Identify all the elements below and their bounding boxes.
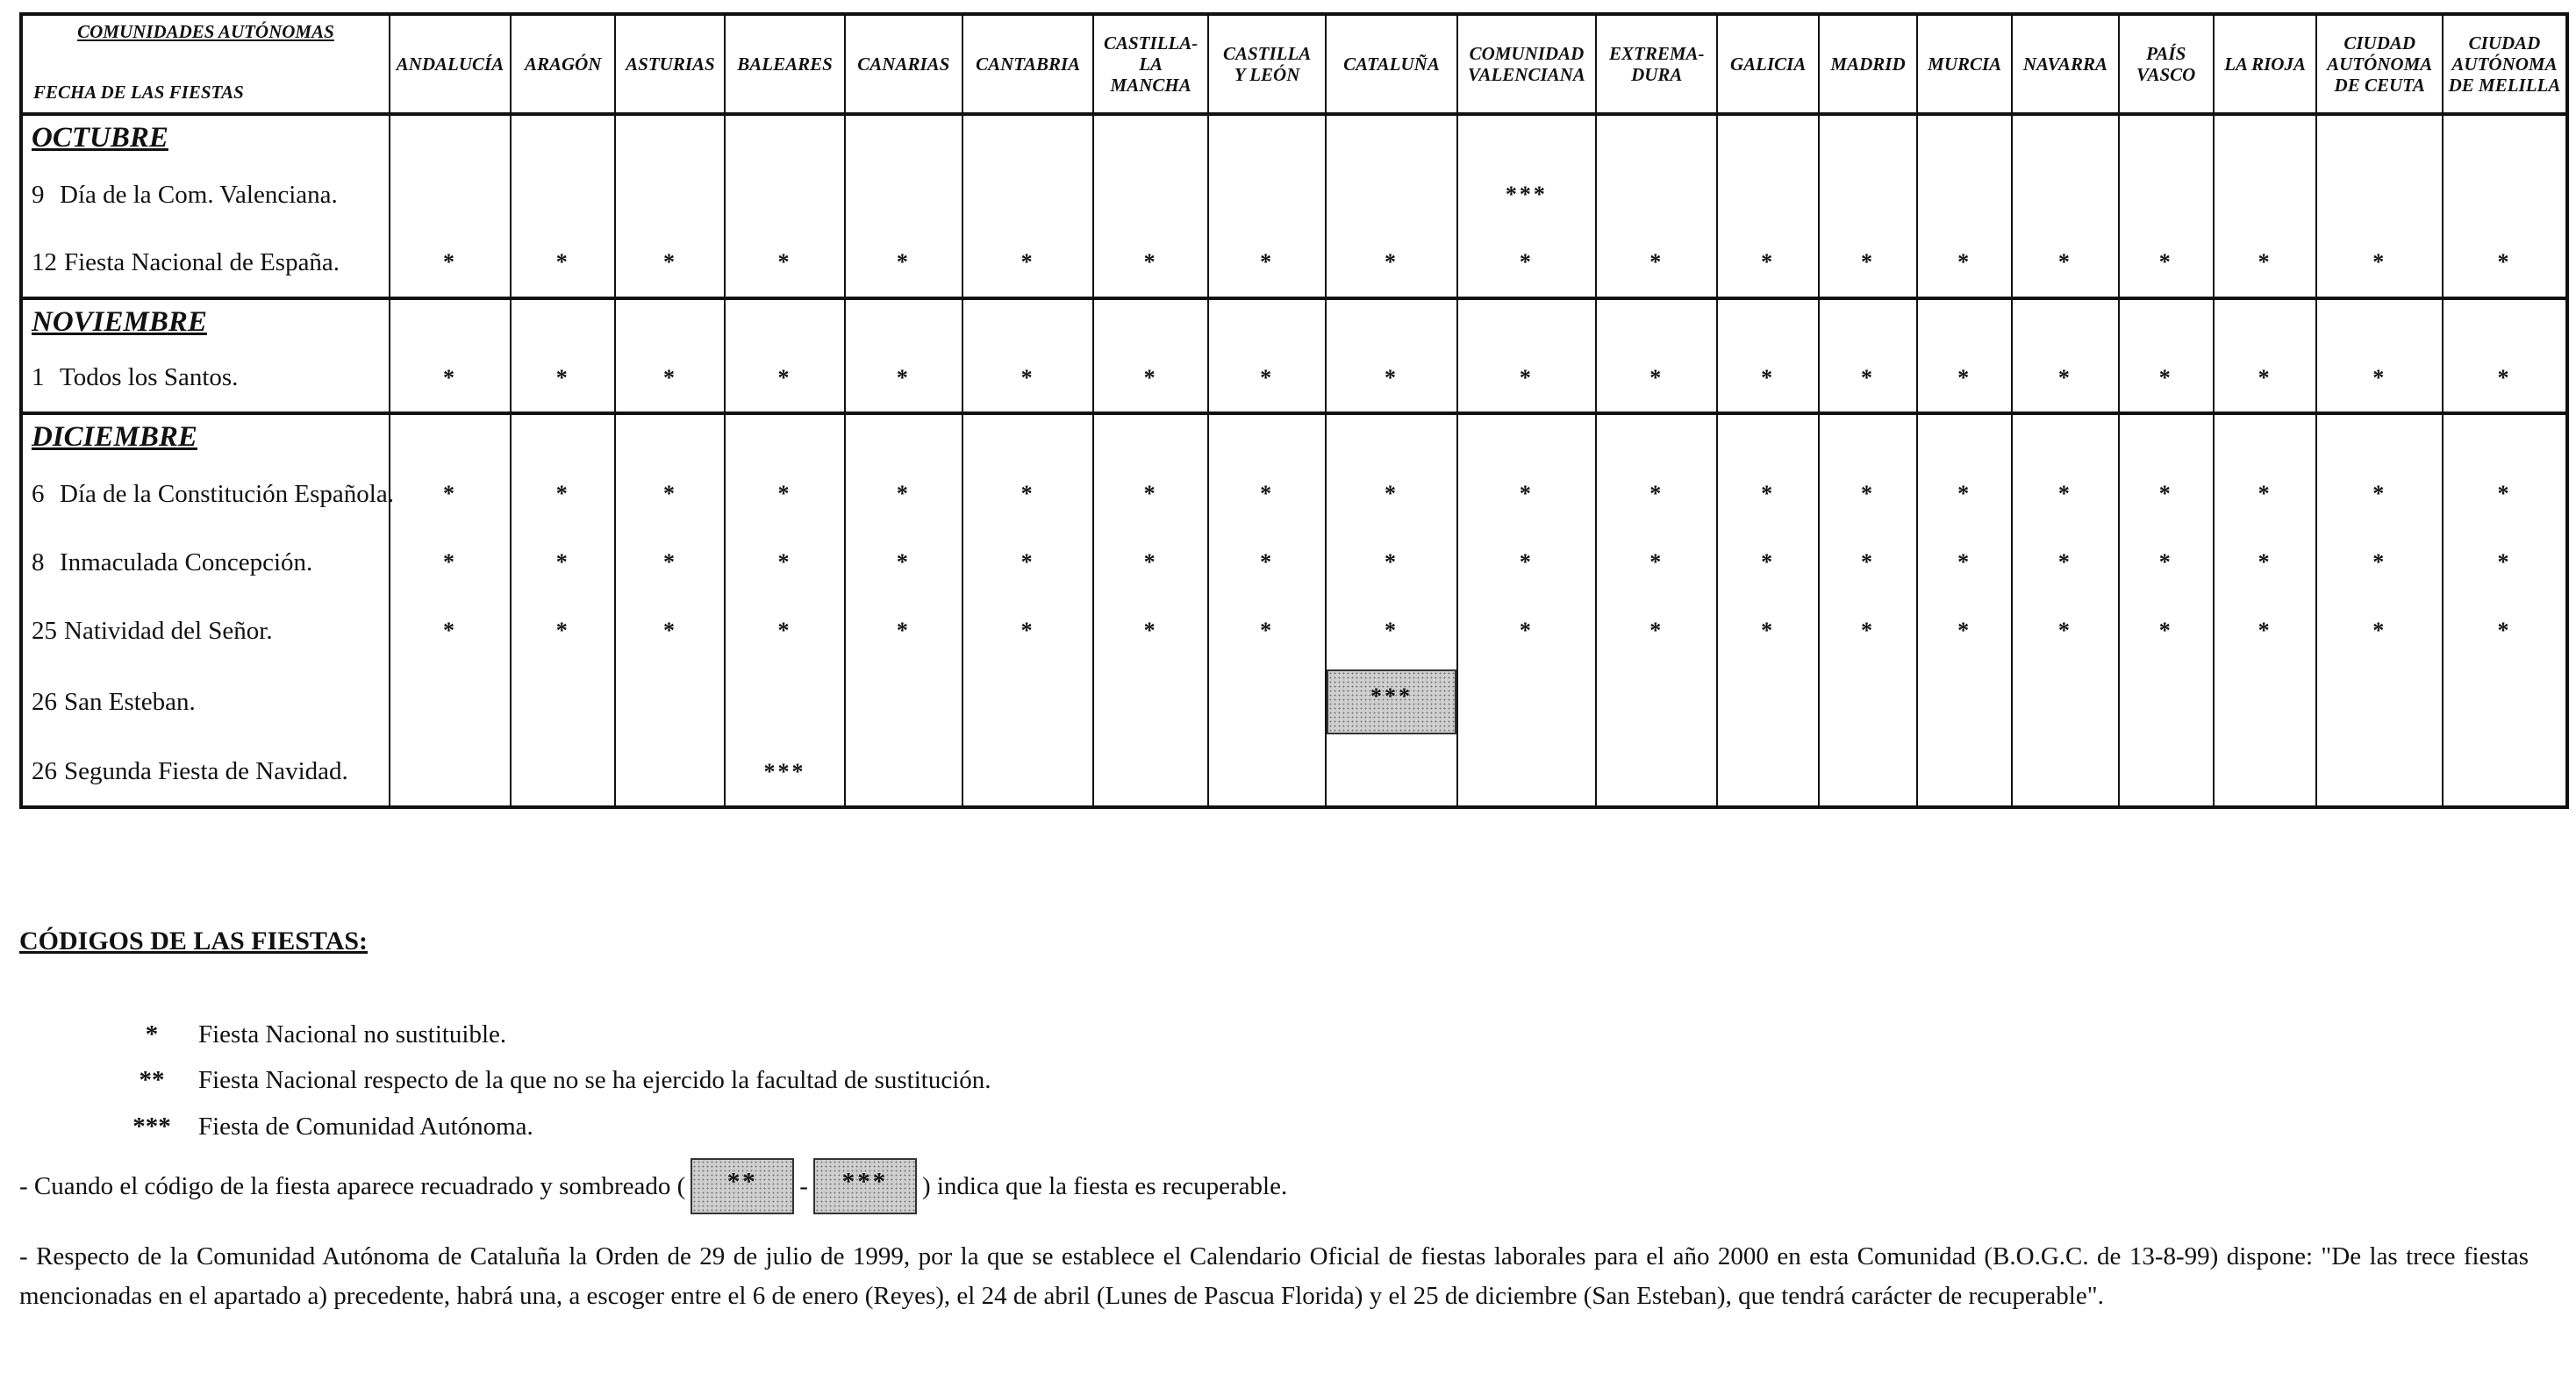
mark-cell: * xyxy=(2119,229,2214,297)
empty-cell xyxy=(1596,114,1717,161)
code-description: Fiesta Nacional no sustituible. xyxy=(198,1020,507,1048)
mark-cell: * xyxy=(845,528,962,597)
empty-cell xyxy=(390,298,511,345)
mark-cell: * xyxy=(1917,460,2012,528)
mark-cell xyxy=(845,161,962,229)
empty-cell xyxy=(615,413,725,460)
mark-cell: * xyxy=(1326,460,1456,528)
mark-cell: * xyxy=(1326,345,1456,413)
mark-cell: * xyxy=(1917,528,2012,597)
empty-cell xyxy=(2214,298,2317,345)
mark-cell: * xyxy=(2214,597,2317,665)
mark-cell xyxy=(1093,739,1208,807)
empty-cell xyxy=(615,114,725,161)
code-description: Fiesta Nacional respecto de la que no se ha ejercido la facultad de sustitución. xyxy=(198,1066,991,1094)
mark-cell xyxy=(615,739,725,807)
mark-cell: * xyxy=(2012,597,2118,665)
mark-cell xyxy=(1326,161,1456,229)
mark-cell xyxy=(2214,161,2317,229)
mark-cell: * xyxy=(1596,229,1717,297)
mark-cell: * xyxy=(845,229,962,297)
mark-cell: * xyxy=(1819,460,1917,528)
empty-cell xyxy=(2012,298,2118,345)
mark-cell xyxy=(1717,739,1819,807)
mark-cell xyxy=(615,666,725,739)
empty-cell xyxy=(2119,298,2214,345)
code-symbol: * xyxy=(145,1020,159,1048)
empty-cell xyxy=(2316,413,2443,460)
region-header: ARAGÓN xyxy=(511,14,615,114)
mark-cell xyxy=(1917,666,2012,739)
fiesta-name: Natividad del Señor. xyxy=(64,616,273,645)
mark-cell: * xyxy=(962,528,1093,597)
codes-title: CÓDIGOS DE LAS FIESTAS: xyxy=(19,927,369,955)
fiesta-day: 25 xyxy=(32,616,57,645)
mark-cell xyxy=(1917,161,2012,229)
empty-cell xyxy=(1093,298,1208,345)
mark-cell xyxy=(511,161,615,229)
mark-cell: * xyxy=(2012,345,2118,413)
fiesta-name: Inmaculada Concepción. xyxy=(60,547,313,576)
fiesta-row xyxy=(21,460,2567,528)
mark-cell: *** xyxy=(725,739,844,807)
mark-cell xyxy=(390,666,511,739)
mark-cell xyxy=(2012,666,2118,739)
mark-cell: * xyxy=(2316,460,2443,528)
region-header: EXTREMA- DURA xyxy=(1596,14,1717,114)
mark-cell: * xyxy=(615,528,725,597)
region-header: CASTILLA Y LEÓN xyxy=(1208,14,1326,114)
empty-cell xyxy=(1717,114,1819,161)
mark-cell: * xyxy=(2316,345,2443,413)
region-header: GALICIA xyxy=(1717,14,1819,114)
mark-cell: * xyxy=(1717,460,1819,528)
mark-cell: * xyxy=(2119,345,2214,413)
corner-top-label: COMUNIDADES AUTÓNOMAS xyxy=(77,21,334,42)
month-row xyxy=(21,298,2567,345)
mark-cell: * xyxy=(1326,597,1456,665)
mark-cell xyxy=(2443,739,2567,807)
month-label: DICIEMBRE xyxy=(21,413,390,460)
mark-cell: * xyxy=(1717,528,1819,597)
empty-cell xyxy=(2316,114,2443,161)
region-header: ASTURIAS xyxy=(615,14,725,114)
code-item-double xyxy=(112,1066,991,1095)
empty-cell xyxy=(845,413,962,460)
empty-cell xyxy=(1457,413,1597,460)
mark-cell: * xyxy=(390,229,511,297)
mark-cell xyxy=(2214,739,2317,807)
mark-cell: * xyxy=(2119,597,2214,665)
mark-cell: * xyxy=(725,229,844,297)
empty-cell xyxy=(1208,413,1326,460)
empty-cell xyxy=(1457,114,1597,161)
empty-cell xyxy=(1717,413,1819,460)
fiesta-row xyxy=(21,161,2567,229)
empty-cell xyxy=(845,114,962,161)
recuperable-note-after: ) indica que la fiesta es recuperable. xyxy=(921,1171,1288,1200)
month-row xyxy=(21,413,2567,460)
fiesta-name-cell xyxy=(21,528,390,597)
mark-cell: * xyxy=(511,229,615,297)
mark-cell: * xyxy=(1819,597,1917,665)
empty-cell xyxy=(390,114,511,161)
mark-cell: * xyxy=(390,597,511,665)
fiesta-name-cell xyxy=(21,345,390,413)
fiesta-day: 12 xyxy=(32,247,57,276)
mark-cell: * xyxy=(1093,345,1208,413)
recuperable-mark: *** xyxy=(1327,669,1456,734)
mark-cell xyxy=(390,739,511,807)
mark-cell: * xyxy=(1819,528,1917,597)
mark-cell: * xyxy=(1093,460,1208,528)
mark-cell xyxy=(1326,666,1456,739)
month-row xyxy=(21,114,2567,161)
empty-cell xyxy=(1819,298,1917,345)
corner-bottom-label: FECHA DE LAS FIESTAS xyxy=(33,82,244,103)
mark-cell xyxy=(725,161,844,229)
fiesta-name: Día de la Com. Valenciana. xyxy=(60,180,338,209)
region-header: CIUDAD AUTÓNOMA DE CEUTA xyxy=(2316,14,2443,114)
mark-cell xyxy=(1819,161,1917,229)
mark-cell: * xyxy=(1208,345,1326,413)
mark-cell xyxy=(1596,739,1717,807)
mark-cell: * xyxy=(615,460,725,528)
mark-cell xyxy=(1208,161,1326,229)
region-header: MADRID xyxy=(1819,14,1917,114)
mark-cell xyxy=(1208,739,1326,807)
empty-cell xyxy=(962,413,1093,460)
mark-cell: * xyxy=(1457,460,1597,528)
mark-cell xyxy=(2119,666,2214,739)
empty-cell xyxy=(1208,298,1326,345)
mark-cell xyxy=(1717,666,1819,739)
fiesta-name-cell xyxy=(21,229,390,297)
code-description: Fiesta de Comunidad Autónoma. xyxy=(198,1113,533,1141)
mark-cell: * xyxy=(1457,528,1597,597)
empty-cell xyxy=(725,413,844,460)
empty-cell xyxy=(725,298,844,345)
mark-cell xyxy=(845,739,962,807)
legend-dash: - xyxy=(799,1171,808,1200)
mark-cell: * xyxy=(2214,345,2317,413)
mark-cell xyxy=(2012,739,2118,807)
mark-cell: * xyxy=(1596,597,1717,665)
mark-cell xyxy=(2119,739,2214,807)
mark-cell: * xyxy=(725,460,844,528)
empty-cell xyxy=(511,114,615,161)
fiesta-name-cell xyxy=(21,666,390,739)
recuperable-note xyxy=(19,1158,1287,1214)
mark-cell: * xyxy=(725,528,844,597)
mark-cell xyxy=(2443,161,2567,229)
empty-cell xyxy=(2119,114,2214,161)
mark-cell: * xyxy=(725,345,844,413)
mark-cell: * xyxy=(2012,528,2118,597)
mark-cell xyxy=(962,666,1093,739)
mark-cell xyxy=(1457,666,1597,739)
mark-cell xyxy=(390,161,511,229)
region-header: ANDALUCÍA xyxy=(390,14,511,114)
mark-cell: * xyxy=(2214,229,2317,297)
empty-cell xyxy=(1326,114,1456,161)
mark-cell: * xyxy=(1093,597,1208,665)
fiesta-name-cell xyxy=(21,597,390,665)
mark-cell: * xyxy=(615,597,725,665)
mark-cell xyxy=(1596,666,1717,739)
mark-cell: * xyxy=(1326,528,1456,597)
fiesta-name-cell xyxy=(21,460,394,528)
empty-cell xyxy=(2443,413,2567,460)
mark-cell: * xyxy=(1596,345,1717,413)
empty-cell xyxy=(725,114,844,161)
fiesta-day: 8 xyxy=(32,547,45,576)
holidays-table xyxy=(19,12,2569,809)
mark-cell: * xyxy=(1208,528,1326,597)
mark-cell: * xyxy=(2316,597,2443,665)
mark-cell: * xyxy=(1717,597,1819,665)
mark-cell xyxy=(2316,666,2443,739)
mark-cell: * xyxy=(725,597,844,665)
region-header: COMUNIDAD VALENCIANA xyxy=(1457,14,1597,114)
mark-cell: * xyxy=(1917,597,2012,665)
legend-shaded-box-double: ** xyxy=(691,1158,794,1214)
mark-cell xyxy=(2316,739,2443,807)
fiesta-row xyxy=(21,528,2567,597)
code-item-triple xyxy=(112,1113,533,1141)
mark-cell: * xyxy=(511,597,615,665)
mark-cell: * xyxy=(1208,597,1326,665)
empty-cell xyxy=(1819,114,1917,161)
mark-cell: * xyxy=(2316,229,2443,297)
mark-cell: * xyxy=(1457,345,1597,413)
region-header: CANARIAS xyxy=(845,14,962,114)
fiesta-row xyxy=(21,345,2567,413)
corner-header xyxy=(21,14,390,114)
mark-cell xyxy=(1717,161,1819,229)
mark-cell xyxy=(1917,739,2012,807)
mark-cell: * xyxy=(2443,345,2567,413)
mark-cell: * xyxy=(2012,229,2118,297)
mark-cell: * xyxy=(1093,528,1208,597)
region-header: MURCIA xyxy=(1917,14,2012,114)
mark-cell: * xyxy=(845,597,962,665)
mark-cell: * xyxy=(2214,528,2317,597)
mark-cell xyxy=(511,666,615,739)
mark-cell xyxy=(1093,161,1208,229)
empty-cell xyxy=(2443,114,2567,161)
fiesta-name-cell xyxy=(21,161,390,229)
mark-cell: * xyxy=(1457,597,1597,665)
mark-cell: * xyxy=(2443,229,2567,297)
mark-cell: * xyxy=(1819,345,1917,413)
mark-cell: * xyxy=(962,597,1093,665)
mark-cell: * xyxy=(390,460,511,528)
mark-cell xyxy=(845,666,962,739)
mark-cell: * xyxy=(615,345,725,413)
empty-cell xyxy=(2443,298,2567,345)
fiesta-day: 1 xyxy=(32,363,45,392)
mark-cell xyxy=(1819,739,1917,807)
mark-cell: * xyxy=(1457,229,1597,297)
fiesta-day: 26 xyxy=(32,687,57,716)
fiesta-day: 6 xyxy=(32,479,45,508)
header-row xyxy=(21,14,2567,114)
legend-shaded-box-triple: *** xyxy=(813,1158,917,1214)
empty-cell xyxy=(1208,114,1326,161)
mark-cell xyxy=(2316,161,2443,229)
fiesta-row xyxy=(21,666,2567,739)
fiesta-name: Día de la Constitución Española. xyxy=(60,479,394,508)
region-header: CIUDAD AUTÓNOMA DE MELILLA xyxy=(2443,14,2567,114)
mark-cell: * xyxy=(2443,460,2567,528)
mark-cell xyxy=(725,666,844,739)
empty-cell xyxy=(845,298,962,345)
mark-cell: * xyxy=(2443,597,2567,665)
mark-cell: * xyxy=(1596,460,1717,528)
mark-cell xyxy=(2119,161,2214,229)
mark-cell: * xyxy=(962,345,1093,413)
empty-cell xyxy=(1596,298,1717,345)
fiesta-name: Fiesta Nacional de España. xyxy=(64,247,340,276)
mark-cell: * xyxy=(615,229,725,297)
empty-cell xyxy=(1917,298,2012,345)
region-header: CASTILLA- LA MANCHA xyxy=(1093,14,1208,114)
mark-cell: * xyxy=(962,460,1093,528)
empty-cell xyxy=(1596,413,1717,460)
mark-cell xyxy=(615,161,725,229)
mark-cell xyxy=(2012,161,2118,229)
recuperable-note-before: - Cuando el código de la fiesta aparece recuadrado y sombreado ( xyxy=(19,1171,686,1200)
catalunya-note: - Respecto de la Comunidad Autónoma de Cataluña la Orden de 29 de julio de 1999, por la que se establece el Calendario Oficial de fiestas laborales para el año 2000 en esta Comunidad (B.O.G.C. de 13-8-99) dispone: "De las trece fiestas mencionadas en el apartado a) precedente, habrá una, a escoger entre el 6 de enero (Reyes), el 24 de abril (Lunes de Pascua Florida) y el 25 de diciembre (San Esteban), que tendrá carácter de recuperable". xyxy=(19,1242,2529,1310)
mark-cell: * xyxy=(845,345,962,413)
mark-cell: * xyxy=(1208,229,1326,297)
fiesta-row xyxy=(21,739,2567,807)
fiesta-day: 9 xyxy=(32,180,45,209)
mark-cell xyxy=(1819,666,1917,739)
empty-cell xyxy=(511,413,615,460)
fiesta-row xyxy=(21,597,2567,665)
mark-cell: * xyxy=(2119,460,2214,528)
empty-cell xyxy=(1326,413,1456,460)
mark-cell: * xyxy=(1093,229,1208,297)
region-header: BALEARES xyxy=(725,14,844,114)
empty-cell xyxy=(1326,298,1456,345)
region-header: NAVARRA xyxy=(2012,14,2118,114)
mark-cell: * xyxy=(2316,528,2443,597)
empty-cell xyxy=(390,413,511,460)
empty-cell xyxy=(2214,413,2317,460)
fiesta-name: Todos los Santos. xyxy=(60,363,239,392)
mark-cell: * xyxy=(845,460,962,528)
mark-cell xyxy=(2214,666,2317,739)
table-body xyxy=(21,114,2567,807)
code-item-single xyxy=(112,1020,506,1049)
region-header: CANTABRIA xyxy=(962,14,1093,114)
mark-cell xyxy=(2443,666,2567,739)
empty-cell xyxy=(1717,298,1819,345)
mark-cell xyxy=(962,161,1093,229)
fiesta-day: 26 xyxy=(32,757,57,786)
mark-cell xyxy=(962,739,1093,807)
code-symbol: ** xyxy=(139,1066,165,1094)
mark-cell: * xyxy=(511,460,615,528)
mark-cell: * xyxy=(1717,229,1819,297)
empty-cell xyxy=(2119,413,2214,460)
mark-cell xyxy=(1208,666,1326,739)
empty-cell xyxy=(1819,413,1917,460)
region-header: CATALUÑA xyxy=(1326,14,1456,114)
mark-cell: * xyxy=(1819,229,1917,297)
empty-cell xyxy=(511,298,615,345)
empty-cell xyxy=(2214,114,2317,161)
mark-cell xyxy=(1093,666,1208,739)
mark-cell xyxy=(511,739,615,807)
mark-cell: * xyxy=(511,528,615,597)
empty-cell xyxy=(962,298,1093,345)
empty-cell xyxy=(615,298,725,345)
mark-cell: * xyxy=(390,528,511,597)
mark-cell: * xyxy=(2443,528,2567,597)
empty-cell xyxy=(2012,114,2118,161)
empty-cell xyxy=(1457,298,1597,345)
region-header: PAÍS VASCO xyxy=(2119,14,2214,114)
mark-cell xyxy=(1596,161,1717,229)
fiesta-name-cell xyxy=(21,739,390,807)
mark-cell: * xyxy=(1596,528,1717,597)
empty-cell xyxy=(962,114,1093,161)
mark-cell: * xyxy=(1208,460,1326,528)
empty-cell xyxy=(1093,114,1208,161)
empty-cell xyxy=(1093,413,1208,460)
fiesta-name: Segunda Fiesta de Navidad. xyxy=(64,757,348,786)
mark-cell: * xyxy=(390,345,511,413)
mark-cell: * xyxy=(2012,460,2118,528)
mark-cell: * xyxy=(1326,229,1456,297)
mark-cell: *** xyxy=(1457,161,1597,229)
fiesta-row xyxy=(21,229,2567,297)
fiesta-name: San Esteban. xyxy=(64,687,196,716)
mark-cell xyxy=(1457,739,1597,807)
month-label: OCTUBRE xyxy=(21,114,390,161)
empty-cell xyxy=(2012,413,2118,460)
empty-cell xyxy=(2316,298,2443,345)
mark-cell: * xyxy=(2119,528,2214,597)
region-header: LA RIOJA xyxy=(2214,14,2317,114)
empty-cell xyxy=(1917,413,2012,460)
month-label: NOVIEMBRE xyxy=(21,298,390,345)
mark-cell xyxy=(1326,739,1456,807)
empty-cell xyxy=(1917,114,2012,161)
mark-cell: * xyxy=(962,229,1093,297)
mark-cell: * xyxy=(1917,229,2012,297)
code-symbol: *** xyxy=(132,1113,171,1141)
mark-cell: * xyxy=(1717,345,1819,413)
mark-cell: * xyxy=(511,345,615,413)
mark-cell: * xyxy=(2214,460,2317,528)
mark-cell: * xyxy=(1917,345,2012,413)
